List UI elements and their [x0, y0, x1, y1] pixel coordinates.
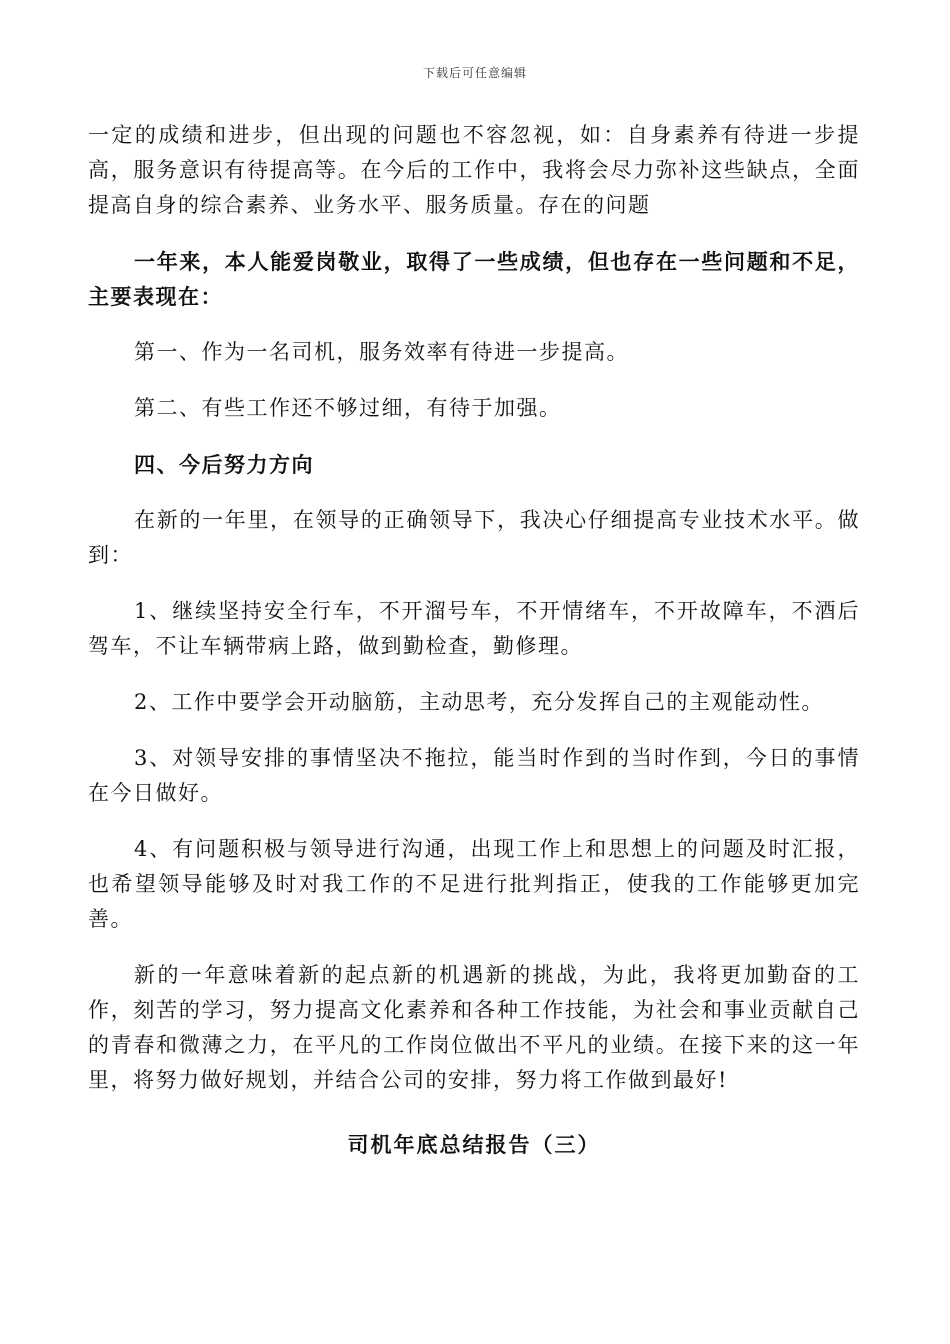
section-heading-future-direction: 四、今后努力方向 — [134, 452, 314, 477]
paragraph-problems-heading: 一年来，本人能爱岗敬业，取得了一些成绩，但也存在一些问题和不足，主要表现在： — [88, 249, 860, 309]
paragraph-item-2: 2、工作中要学会开动脑筋，主动思考，充分发挥自己的主观能动性。 — [134, 690, 824, 714]
paragraph-problem-2: 第二、有些工作还不够过细，有待于加强。 — [134, 396, 562, 420]
report-title: 司机年底总结报告（三） — [347, 1132, 601, 1157]
paragraph-item-4: 4、有问题积极与领导进行沟通，出现工作上和思想上的问题及时汇报，也希望领导能够及时对我工作的不足进行批判指正，使我的工作能够更加完善。 — [88, 837, 860, 931]
document-body — [88, 118, 860, 1162]
paragraph-continuation: 一定的成绩和进步，但出现的问题也不容忽视，如：自身素养有待进一步提高，服务意识有待提高等。在今后的工作中，我将会尽力弥补这些缺点，全面提高自身的综合素养、业务水平、服务质量。存在的问题 — [88, 123, 860, 217]
paragraph-new-year-intro: 在新的一年里，在领导的正确领导下，我决心仔细提高专业技术水平。做到： — [88, 508, 860, 567]
page-header: 下载后可任意编辑 — [422, 66, 527, 80]
paragraph-item-3: 3、对领导安排的事情坚决不拖拉，能当时作到的当时作到，今日的事情在今日做好。 — [88, 746, 860, 805]
paragraph-item-1: 1、继续坚持安全行车，不开溜号车，不开情绪车，不开故障车，不酒后驾车，不让车辆带病上路，做到勤检查，勤修理。 — [88, 599, 860, 658]
paragraph-conclusion: 新的一年意味着新的起点新的机遇新的挑战，为此，我将更加勤奋的工作，刻苦的学习，努力提高文化素养和各种工作技能，为社会和事业贡献自己的青春和微薄之力，在平凡的工作岗位做出不平凡的业绩。在接下来的这一年里，将努力做好规划，并结合公司的安排，努力将工作做到最好! — [88, 963, 860, 1092]
paragraph-problem-1: 第一、作为一名司机，服务效率有待进一步提高。 — [134, 340, 629, 364]
